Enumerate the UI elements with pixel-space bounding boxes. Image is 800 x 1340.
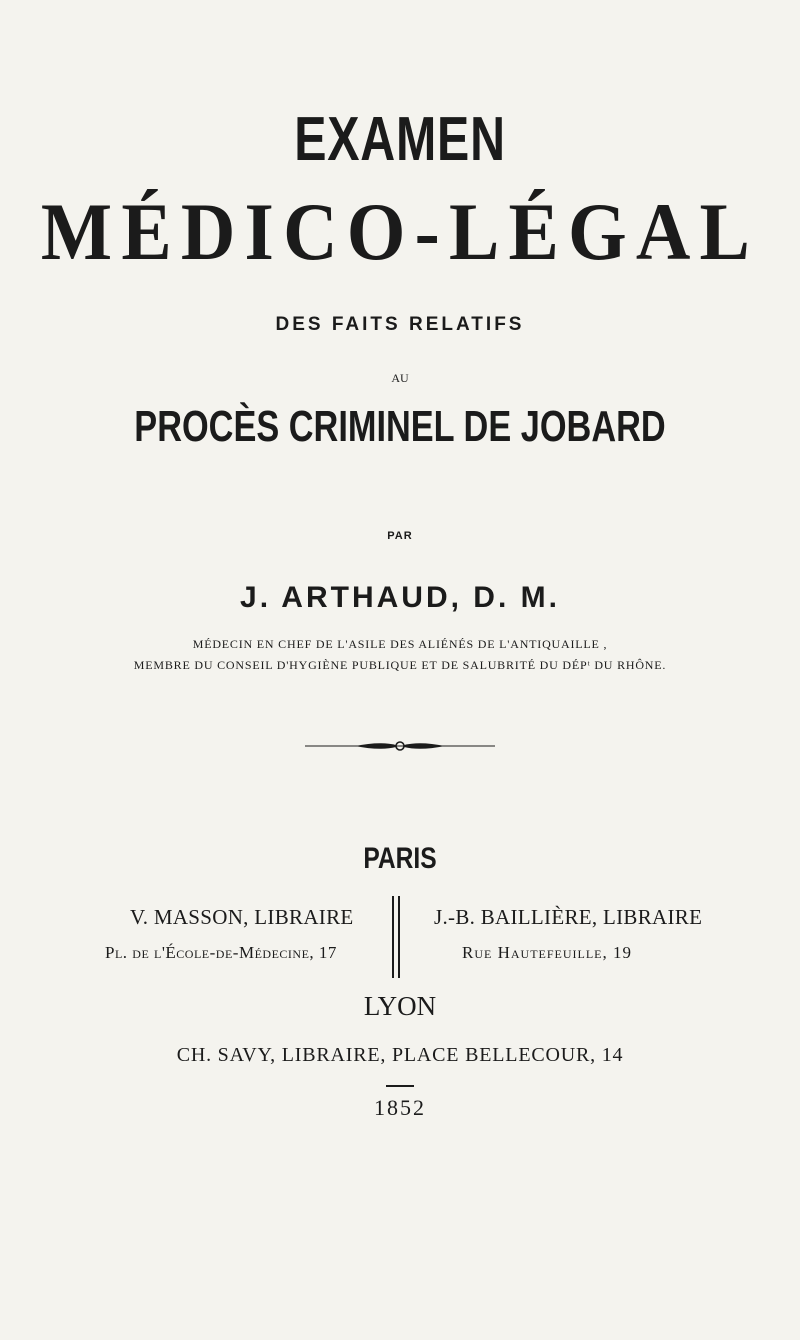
author-credit-1: MÉDECIN EN CHEF DE L'ASILE DES ALIÉNÉS DE L'ANTIQUAILLE , bbox=[192, 637, 608, 651]
author-credit-2: MEMBRE DU CONSEIL D'HYGIÈNE PUBLIQUE ET DE SALUBRITÉ DU DÉPᵗ DU RHÔNE. bbox=[133, 658, 667, 672]
publisher-lyon: CH. SAVY, LIBRAIRE, PLACE BELLECOUR, 14 bbox=[176, 1044, 624, 1066]
subtitle-line-2: AU bbox=[391, 371, 409, 385]
subtitle-line-1: DES FAITS RELATIFS bbox=[275, 314, 525, 335]
subtitle-line-3: PROCÈS CRIMINEL DE JOBARD bbox=[134, 402, 666, 451]
publisher-right-name: J.-B. BAILLIÈRE, LIBRAIRE bbox=[434, 905, 703, 929]
city-paris: PARIS bbox=[363, 842, 437, 875]
publisher-left-name: V. MASSON, LIBRAIRE bbox=[130, 905, 354, 929]
author-name: J. ARTHAUD, D. M. bbox=[240, 581, 560, 614]
year-dash bbox=[386, 1085, 414, 1087]
title-line-1: EXAMEN bbox=[294, 105, 506, 174]
by-label: PAR bbox=[387, 530, 413, 542]
publication-year: 1852 bbox=[374, 1095, 426, 1120]
publisher-left-address: Pl. de l'École-de-Médecine, 17 bbox=[105, 943, 337, 962]
column-divider-left bbox=[392, 896, 394, 978]
publisher-right-address: Rue Hautefeuille, 19 bbox=[462, 943, 633, 962]
column-divider-right bbox=[398, 896, 400, 978]
city-lyon: LYON bbox=[363, 991, 437, 1021]
ornamental-rule-icon bbox=[0, 734, 800, 758]
title-line-2: MÉDICO-LÉGAL bbox=[40, 186, 760, 277]
